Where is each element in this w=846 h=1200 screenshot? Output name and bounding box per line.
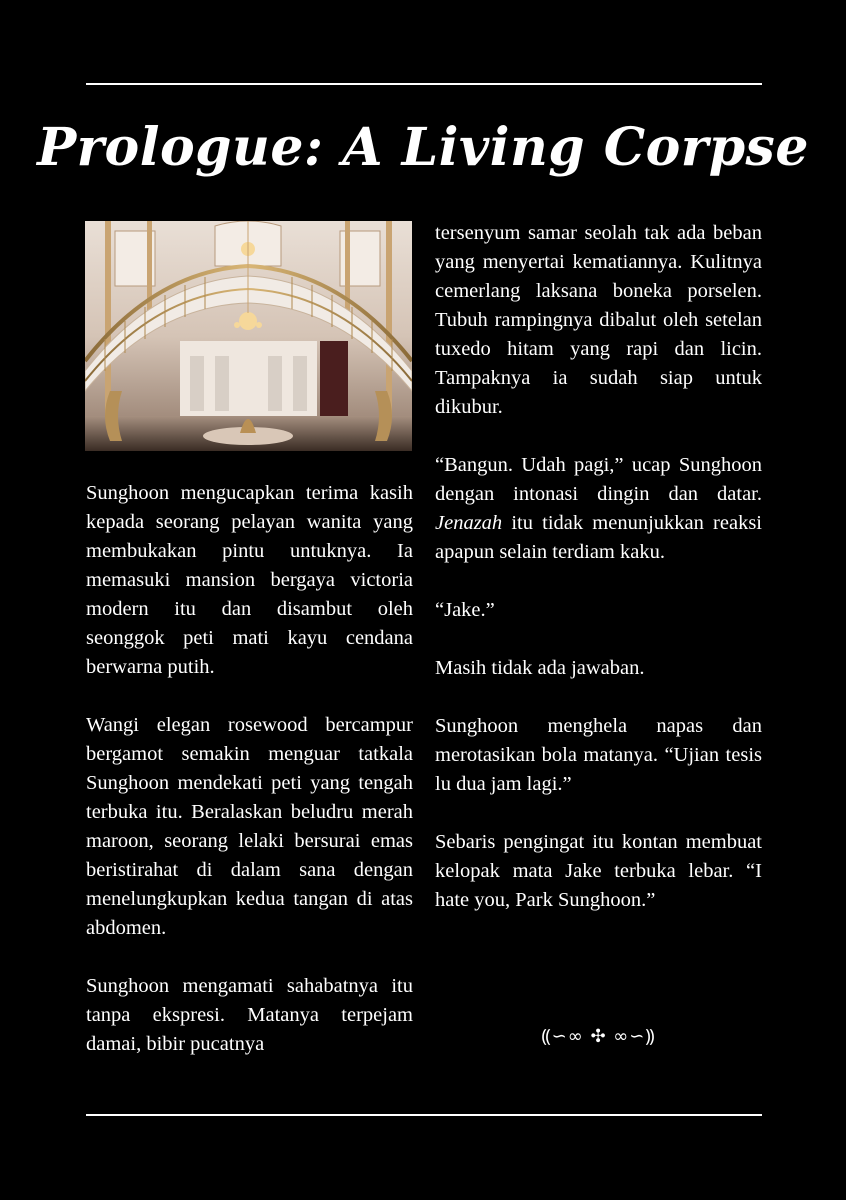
paragraph: Sunghoon mengucapkan terima kasih kepada seorang pelayan wanita yang membukakan pintu untuknya. Ia memasuki mansion bergaya victoria modern itu dan disambut oleh seonggok peti mati kayu cendana berwarna putih. [86,482,413,678]
right-column [435,219,762,944]
paragraph: Wangi elegan rosewood bercampur bergamot semakin menguar tatkala Sunghoon mendekati peti yang tengah terbuka itu. Beralaskan beludru merah maroon, seorang lelaki bersurai emas beristirahat di dalam sana dengan menelungkupkan kedua tangan di atas abdomen. [86,714,413,939]
paragraph: Masih tidak ada jawaban. [435,657,645,679]
paragraph: Sunghoon mengamati sahabatnya itu tanpa ekspresi. Matanya terpejam damai, bibir pucatnya [86,975,413,1055]
paragraph [435,451,762,567]
paragraph: Sunghoon menghela napas dan merotasikan bola matanya. “Ujian tesis lu dua jam lagi.” [435,715,762,795]
paragraph-text: itu tidak menunjukkan reaksi apapun selain terdiam kaku. [435,512,762,563]
top-divider [86,83,762,85]
left-column [86,479,413,1059]
mansion-image [85,221,412,451]
page-title: Prologue: A Living Corpse [37,117,809,178]
paragraph: “Jake.” [435,599,495,621]
bottom-divider [86,1114,762,1116]
paragraph: Sebaris pengingat itu kontan membuat kelopak mata Jake terbuka lebar. “I hate you, Park Sunghoon.” [435,831,762,911]
section-ornament: ⸨∽∞ ✣ ∞∽⸩ [541,1026,656,1047]
paragraph-text: “Bangun. Udah pagi,” ucap Sunghoon dengan intonasi dingin dan datar. [435,454,762,505]
paragraph-italic-text: Jenazah [435,512,503,534]
paragraph: tersenyum samar seolah tak ada beban yang menyertai kematiannya. Kulitnya cemerlang laksana boneka porselen. Tubuh rampingnya dibalut oleh setelan tuxedo hitam yang rapi dan licin. Tampaknya ia sudah siap untuk dikubur. [435,222,762,418]
